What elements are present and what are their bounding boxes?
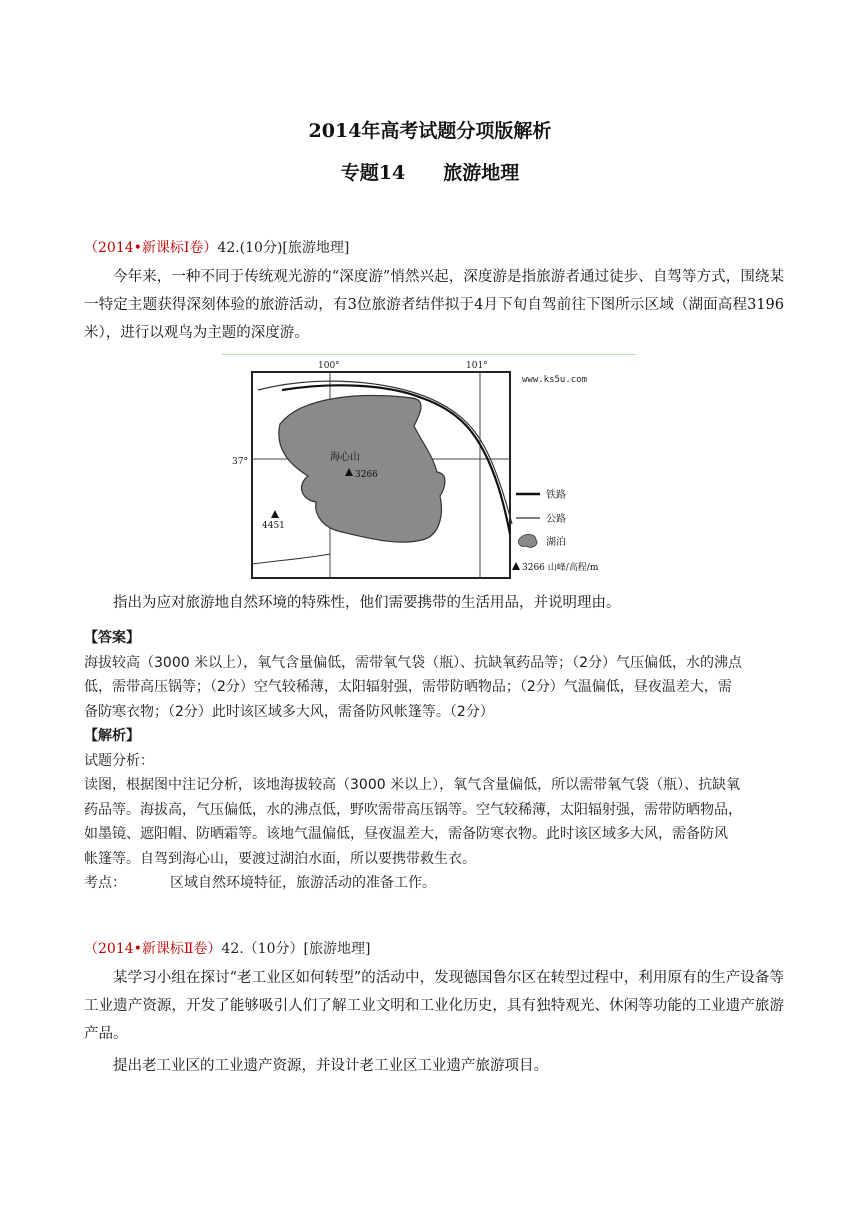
- document-subtitle: 专题14 旅游地理: [340, 162, 520, 184]
- kaodian-label: 考点：: [84, 875, 126, 891]
- longitude-label-100: 100°: [318, 361, 340, 371]
- peak-elevation-4451: 4451: [262, 521, 285, 531]
- peak-icon-4451: [271, 510, 279, 518]
- analysis-line: 读图，根据图中注记分析，该地海拔较高（3000 米以上），氧气含量偏低，所以需带氧气袋（瓶）、抗缺氧: [84, 777, 741, 793]
- q1-question: 指出为应对旅游地自然环境的特殊性，他们需要携带的生活用品，并说明理由。: [113, 595, 621, 611]
- kaodian-line: [84, 871, 774, 896]
- document-title: 2014年高考试题分项版解析: [308, 120, 552, 142]
- q2-source: （2014•新课标Ⅱ卷）: [84, 941, 222, 957]
- q2-paragraph: 某学习小组在探讨“老工业区如何转型”的活动中，发现德国鲁尔区在转型过程中，利用原有的生产设备等工业遗产资源，开发了能够吸引人们了解工业文明和工业化历史，具有独特观光、休闲等功能的工业遗产旅游产品。: [84, 970, 784, 1042]
- q2-number: 42.（10分）[旅游地理]: [221, 941, 371, 957]
- watermark-text: www.ks5u.com: [522, 375, 588, 385]
- q1-source-line: [84, 237, 349, 257]
- analysis-header: 【解析】: [84, 728, 140, 744]
- q2-passage: [84, 964, 784, 1048]
- answer-line: 低，需带高压锅等；（2分）空气较稀薄，太阳辐射强，需带防晒物品；（2分）气温偏低，昼夜温差大，需: [84, 679, 732, 695]
- answer-header: 【答案】: [84, 630, 140, 646]
- legend-lake-symbol: [518, 534, 537, 547]
- answer-line: 备防寒衣物；（2分）此时该区域多大风，需备防风帐篷等。（2分）: [84, 703, 494, 720]
- lake-map-figure: [222, 354, 636, 582]
- q1-source: （2014•新课标Ⅰ卷）: [84, 240, 218, 256]
- answer-line: 海拔较高（3000 米以上），氧气含量偏低，需带氧气袋（瓶）、抗缺氧药品等；（2分）气压偏低，水的沸点: [84, 654, 742, 671]
- analysis-subheader: 试题分析：: [84, 752, 154, 769]
- analysis-line: 帐篷等。自驾到海心山，要渡过湖泊水面，所以要携带救生衣。: [84, 850, 476, 867]
- q1-passage: [84, 263, 784, 347]
- q2-question-block: [84, 1052, 784, 1080]
- q2-source-line: [84, 938, 370, 958]
- legend-lake: 湖泊: [546, 537, 566, 548]
- analysis-line: 药品等。海拔高，气压偏低，水的沸点低，野吹需带高压锅等。空气较稀薄，太阳辐射强，需带防晒物品，: [84, 801, 742, 818]
- longitude-label-101: 101°: [466, 361, 488, 371]
- legend-peak-symbol: [512, 562, 520, 570]
- legend-railway: 铁路: [546, 490, 566, 501]
- legend-highway: 公路: [546, 514, 566, 525]
- kaodian-text: 区域自然环境特征，旅游活动的准备工作。: [170, 875, 436, 891]
- highway-branch: [252, 554, 330, 564]
- q1-number: 42.(10分)[旅游地理]: [217, 240, 350, 256]
- q1-question-block: [84, 589, 784, 617]
- legend-peak: 3266 山峰/高程/m: [522, 563, 599, 573]
- island-label: 海心山: [330, 452, 360, 463]
- q1-answer-block: [84, 626, 774, 896]
- q2-question: 提出老工业区的工业遗产资源，并设计老工业区工业遗产旅游项目。: [113, 1058, 548, 1074]
- lake-shape: [279, 396, 445, 543]
- peak-elevation-3266: 3266: [355, 470, 378, 480]
- latitude-label-37: 37°: [232, 457, 248, 467]
- q1-paragraph: 今年来，一种不同于传统观光游的“深度游”悄然兴起，深度游是指旅游者通过徒步、自驾等方式，围绕某一特定主题获得深刻体验的旅游活动，有3位旅游者结伴拟于4月下旬自驾前往下图所示区域（湖面高程3196米），进行以观鸟为主题的深度游。: [84, 269, 784, 341]
- analysis-line: 如墨镜、遮阳帽、防晒霜等。该地气温偏低，昼夜温差大，需备防寒衣物。此时该区域多大风，需备防风: [84, 826, 728, 842]
